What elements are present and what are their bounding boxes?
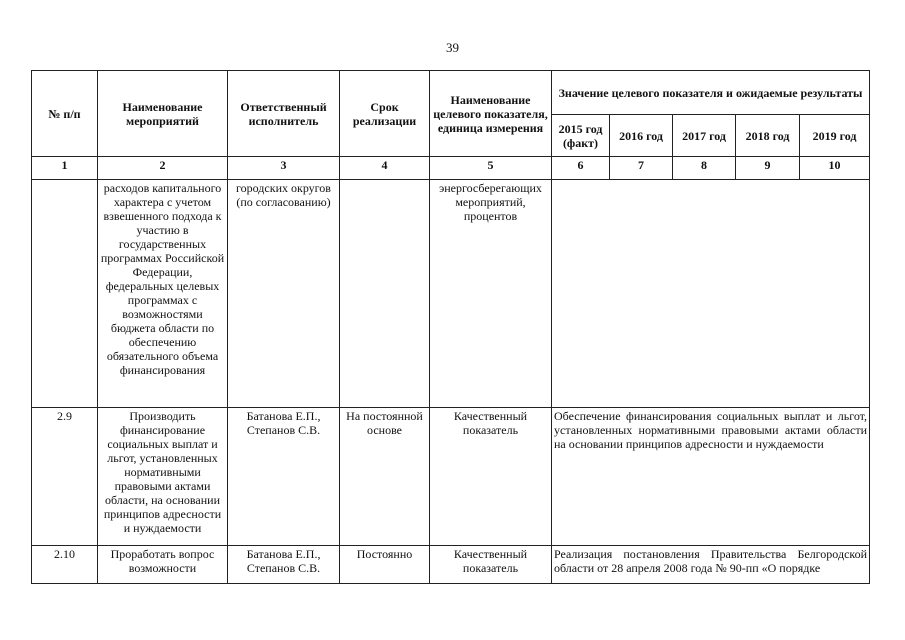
column-number: 4 <box>340 157 430 180</box>
header-executor: Ответственный исполнитель <box>228 71 340 157</box>
header-year-2017: 2017 год <box>673 115 736 157</box>
header-activity: Наименование мероприятий <box>98 71 228 157</box>
column-number: 10 <box>800 157 870 180</box>
row-indicator: Качественный показатель <box>430 546 552 584</box>
row-activity: расходов капитального характера с учетом взвешенного подхода к участию в государственных программах Российской Федерации, федеральных целевых программах с возможностями бюджета области по обеспечению обязательного объема финансирования <box>98 180 228 408</box>
row-num <box>32 180 98 408</box>
column-number: 9 <box>736 157 800 180</box>
column-number: 6 <box>552 157 610 180</box>
column-number: 7 <box>610 157 673 180</box>
table-row <box>32 180 870 408</box>
row-indicator: энергосберегающих мероприятий, процентов <box>430 180 552 408</box>
table-row <box>32 546 870 584</box>
row-result: Реализация постановления Правительства Белгородской области от 28 апреля 2008 года № 90-пп «О порядке <box>552 546 870 584</box>
row-activity: Проработать вопрос возможности <box>98 546 228 584</box>
row-activity: Производить финансирование социальных выплат и льгот, установленных нормативными правовыми актами области, на основании принципов адресности и нуждаемости <box>98 408 228 546</box>
header-year-2015: 2015 год (факт) <box>552 115 610 157</box>
row-term <box>340 180 430 408</box>
table-row <box>32 408 870 546</box>
row-executor: городских округов (по согласованию) <box>228 180 340 408</box>
header-values-group: Значение целевого показателя и ожидаемые результаты <box>552 71 870 115</box>
row-result <box>552 180 870 408</box>
column-number-row <box>32 157 870 180</box>
page-number: 39 <box>446 40 459 55</box>
header-indicator: Наименование целевого показателя, единица измерения <box>430 71 552 157</box>
row-indicator: Качественный показатель <box>430 408 552 546</box>
column-number: 8 <box>673 157 736 180</box>
header-year-2016: 2016 год <box>610 115 673 157</box>
header-year-2019: 2019 год <box>800 115 870 157</box>
row-executor: Батанова Е.П., Степанов С.В. <box>228 546 340 584</box>
header-year-2018: 2018 год <box>736 115 800 157</box>
header-term: Срок реализации <box>340 71 430 157</box>
row-result: Обеспечение финансирования социальных выплат и льгот, установленных нормативными правовыми актами области на основании принципов адресности и нуждаемости <box>552 408 870 546</box>
row-num: 2.10 <box>32 546 98 584</box>
row-term: Постоянно <box>340 546 430 584</box>
target-indicators-table <box>31 70 870 584</box>
row-executor: Батанова Е.П., Степанов С.В. <box>228 408 340 546</box>
column-number: 3 <box>228 157 340 180</box>
column-number: 5 <box>430 157 552 180</box>
column-number: 2 <box>98 157 228 180</box>
row-term: На постоянной основе <box>340 408 430 546</box>
header-num: № п/п <box>32 71 98 157</box>
row-num: 2.9 <box>32 408 98 546</box>
column-number: 1 <box>32 157 98 180</box>
